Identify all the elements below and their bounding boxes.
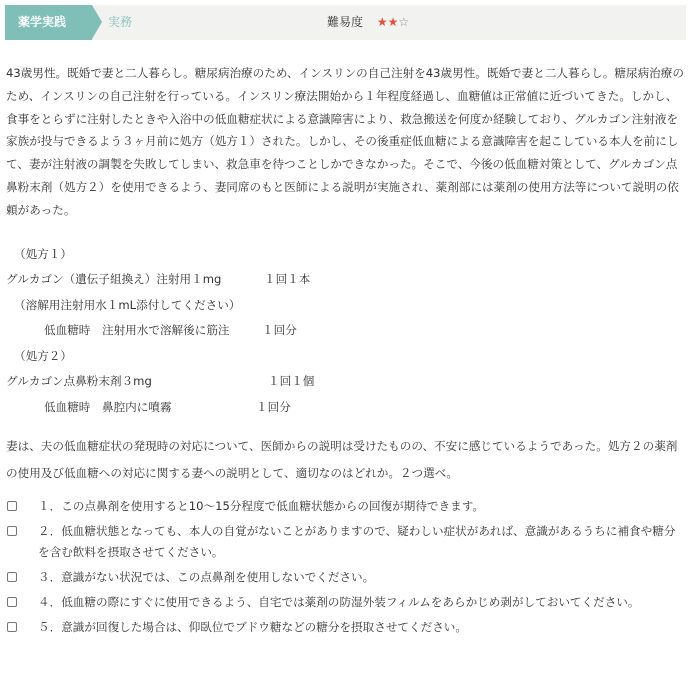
breadcrumb-category[interactable]: 薬学実践 <box>5 5 92 40</box>
rx2-count: １回分 <box>256 399 291 414</box>
answer-choices <box>6 496 686 638</box>
choice-4[interactable] <box>6 592 686 613</box>
header-bar <box>5 5 686 40</box>
choice-5[interactable] <box>6 617 686 638</box>
choice-3[interactable] <box>6 567 686 588</box>
rx1-note: （溶解用注射用水１mL添付してください） <box>14 297 241 312</box>
empty-star-icon: ☆ <box>398 15 410 29</box>
difficulty-stars <box>377 15 409 29</box>
filled-star-icon: ★★ <box>376 15 399 29</box>
question-prompt: 妻は、夫の低血糖症状の発現時の対応について、医師からの説明は受けたものの、不安に感じているようであった。処方２の薬剤の使用及び低血糖への対応に関する妻への説明として、適切なのはどれか。２つ選べ。 <box>6 439 678 481</box>
rx2-usage-line <box>6 395 686 421</box>
rx1-drug: グルカゴン（遺伝子組換え）注射用１mg <box>6 272 222 287</box>
rx2-usage: 低血糖時 鼻腔内に噴霧 <box>44 399 172 414</box>
choice-checkbox[interactable] <box>7 526 17 536</box>
choice-checkbox[interactable] <box>7 501 17 511</box>
rx1-line <box>6 267 686 293</box>
choice-1[interactable] <box>6 496 686 517</box>
difficulty-label: 難易度 <box>327 15 364 29</box>
spacer <box>6 222 686 242</box>
breadcrumb-subcategory[interactable]: 実務 <box>108 15 133 29</box>
breadcrumb-arrow-icon <box>92 5 102 39</box>
prescription-block <box>6 242 686 421</box>
choice-text: ４．低血糖の際にすぐに使用できるよう、自宅では薬剤の防湿外装フィルムをあらかじめ剥がしておいてください。 <box>38 595 640 610</box>
choice-text: １．この点鼻剤を使用すると10～15分程度で低血糖状態からの回復が期待できます。 <box>38 499 484 514</box>
rx1-usage: 低血糖時 注射用水で溶解後に筋注 <box>44 323 230 338</box>
rx2-dose: １回１個 <box>268 374 315 389</box>
rx1-count: １回分 <box>262 323 297 338</box>
rx1-label: （処方１） <box>14 246 72 261</box>
choice-2[interactable] <box>6 521 686 563</box>
choice-checkbox[interactable] <box>7 622 17 632</box>
rx2-drug: グルカゴン点鼻粉末剤３mg <box>6 374 152 389</box>
rx1-usage-line <box>6 318 686 344</box>
choice-checkbox[interactable] <box>7 597 17 607</box>
choice-text: ２．低血糖状態となっても、本人の自覚がないことがありますので、疑わしい症状があれば、意識があるうちに補食や糖分を含む飲料を摂取させてください。 <box>38 524 676 560</box>
rx2-label: （処方２） <box>14 348 72 363</box>
choice-text: ３．意識がない状況では、この点鼻剤を使用しないでください。 <box>38 570 375 585</box>
rx2-line <box>6 369 686 395</box>
difficulty-rating <box>327 5 409 40</box>
choice-text: ５．意識が回復した場合は、仰臥位でブドウ糖などの糖分を摂取させてください。 <box>38 620 467 635</box>
question-content <box>6 62 686 642</box>
choice-checkbox[interactable] <box>7 572 17 582</box>
case-description: 43歳男性。既婚で妻と二人暮らし。糖尿病治療のため、インスリンの自己注射を43歳男性。既婚で妻と二人暮らし。糖尿病治療のため、インスリンの自己注射を行っている。インスリン療法開始から１年程度経過し、血糖値は正常値に近づいてきた。しかし、食事をとらずに注射したときや入浴中の低血糖症状による意識障害により、救急搬送を何度か経験しており、グルカゴン注射液を家族が投与できるよう３ヶ月前に処方（処方１）された。しかし、その後重症低血糖による意識障害を起こしている本人を前にして、妻が注射液の調製を失敗してしまい、救急車を待つことしかできなかった。そこで、今後の低血糖対策として、グルカゴン点鼻粉末剤（処方２）を使用できるよう、妻同席のもと医師による説明が実施され、薬剤部には薬剤の使用方法等について説明の依頼があった。 <box>6 66 684 217</box>
rx1-dose: １回１本 <box>264 272 311 287</box>
